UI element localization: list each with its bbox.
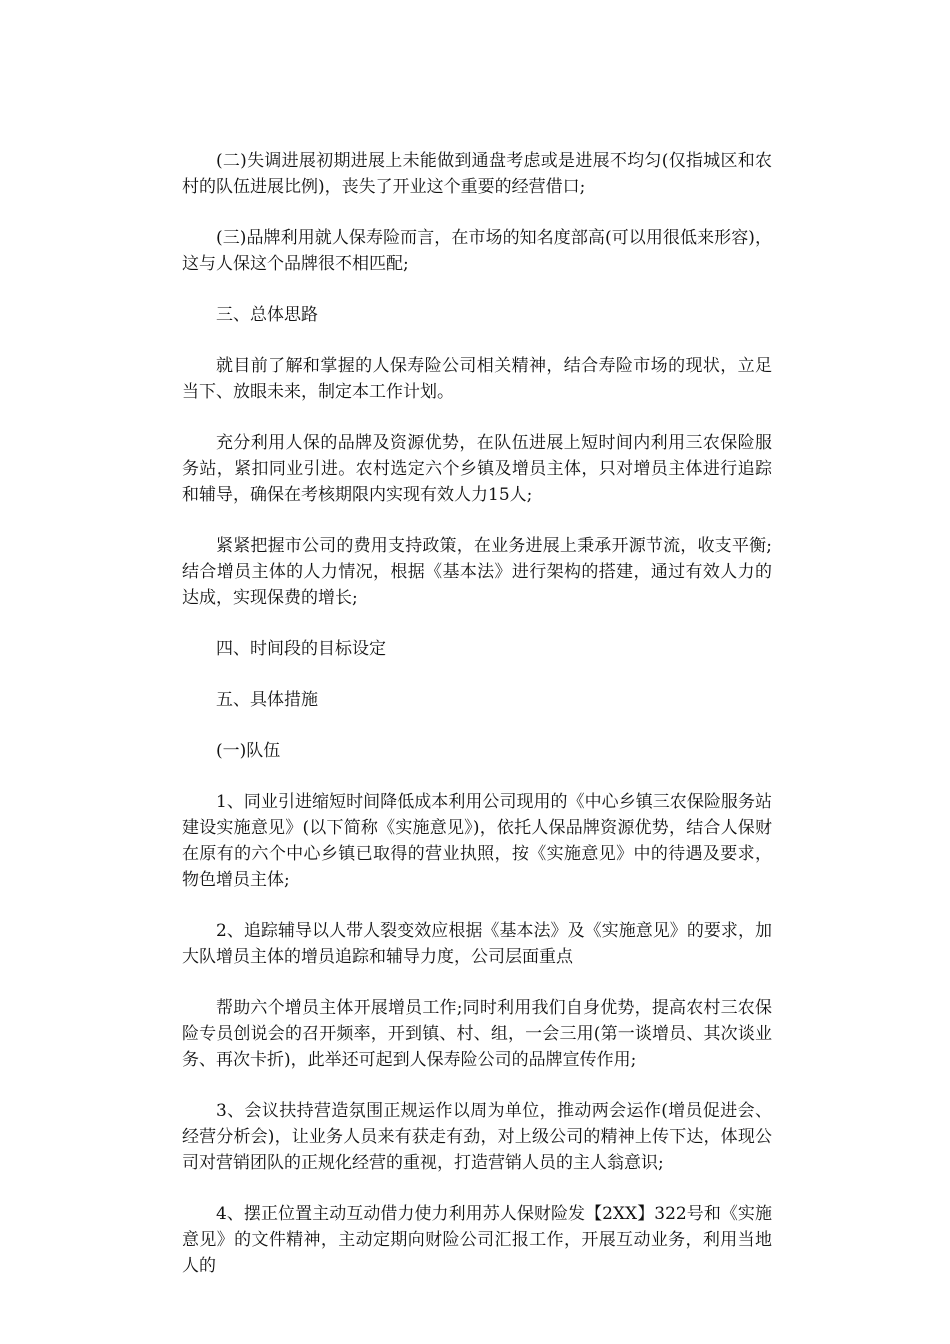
paragraph-team-strategy: 充分利用人保的品牌及资源优势，在队伍进展上短时间内利用三农保险服务站，紧扣同业引进。农村选定六个乡镇及增员主体，只对增员主体进行追踪和辅导，确保在考核期限内实现有效人力15人; [182, 433, 772, 505]
paragraph-measure-3: 3、会议扶持营造氛围正规运作以周为单位，推动两会运作(增员促进会、经营分析会)，让业务人员来有获走有劲，对上级公司的精神上传下达，体现公司对营销团队的正规化经营的重视，打造营销人员的主人翁意识; [182, 1101, 772, 1173]
paragraph-business-strategy: 紧紧把握市公司的费用支持政策，在业务进展上秉承开源节流，收支平衡;结合增员主体的人力情况，根据《基本法》进行架构的搭建，通过有效人力的达成，实现保费的增长; [182, 536, 772, 608]
document-body [182, 148, 772, 1304]
heading-overall-approach: 三、总体思路 [216, 305, 318, 325]
heading-team: (一)队伍 [216, 741, 281, 761]
paragraph-plan-intro: 就目前了解和掌握的人保寿险公司相关精神，结合寿险市场的现状，立足当下、放眼未来，制定本工作计划。 [182, 356, 772, 402]
paragraph-imbalance: (二)失调进展初期进展上未能做到通盘考虑或是进展不均匀(仅指城区和农村的队伍进展比例)，丧失了开业这个重要的经营借口; [182, 151, 772, 197]
paragraph-measure-4: 4、摆正位置主动互动借力使力利用苏人保财险发【2XX】322号和《实施意见》的文件精神，主动定期向财险公司汇报工作，开展互动业务，利用当地人的 [182, 1204, 772, 1276]
heading-target-setting: 四、时间段的目标设定 [216, 639, 386, 659]
paragraph-measure-2: 2、追踪辅导以人带人裂变效应根据《基本法》及《实施意见》的要求，加大队增员主体的增员追踪和辅导力度，公司层面重点 [182, 921, 772, 967]
paragraph-measure-2-cont: 帮助六个增员主体开展增员工作;同时利用我们自身优势，提高农村三农保险专员创说会的召开频率，开到镇、村、组，一会三用(第一谈增员、其次谈业务、再次卡折)，此举还可起到人保寿险公司的品牌宣传作用; [182, 998, 772, 1070]
paragraph-measure-1: 1、同业引进缩短时间降低成本利用公司现用的《中心乡镇三农保险服务站建设实施意见》(以下简称《实施意见》)，依托人保品牌资源优势，结合人保财在原有的六个中心乡镇已取得的营业执照，按《实施意见》中的待遇及要求，物色增员主体; [182, 792, 772, 890]
paragraph-brand: (三)品牌利用就人保寿险而言，在市场的知名度部高(可以用很低来形容)，这与人保这个品牌很不相匹配; [182, 228, 772, 274]
heading-measures: 五、具体措施 [216, 690, 318, 710]
